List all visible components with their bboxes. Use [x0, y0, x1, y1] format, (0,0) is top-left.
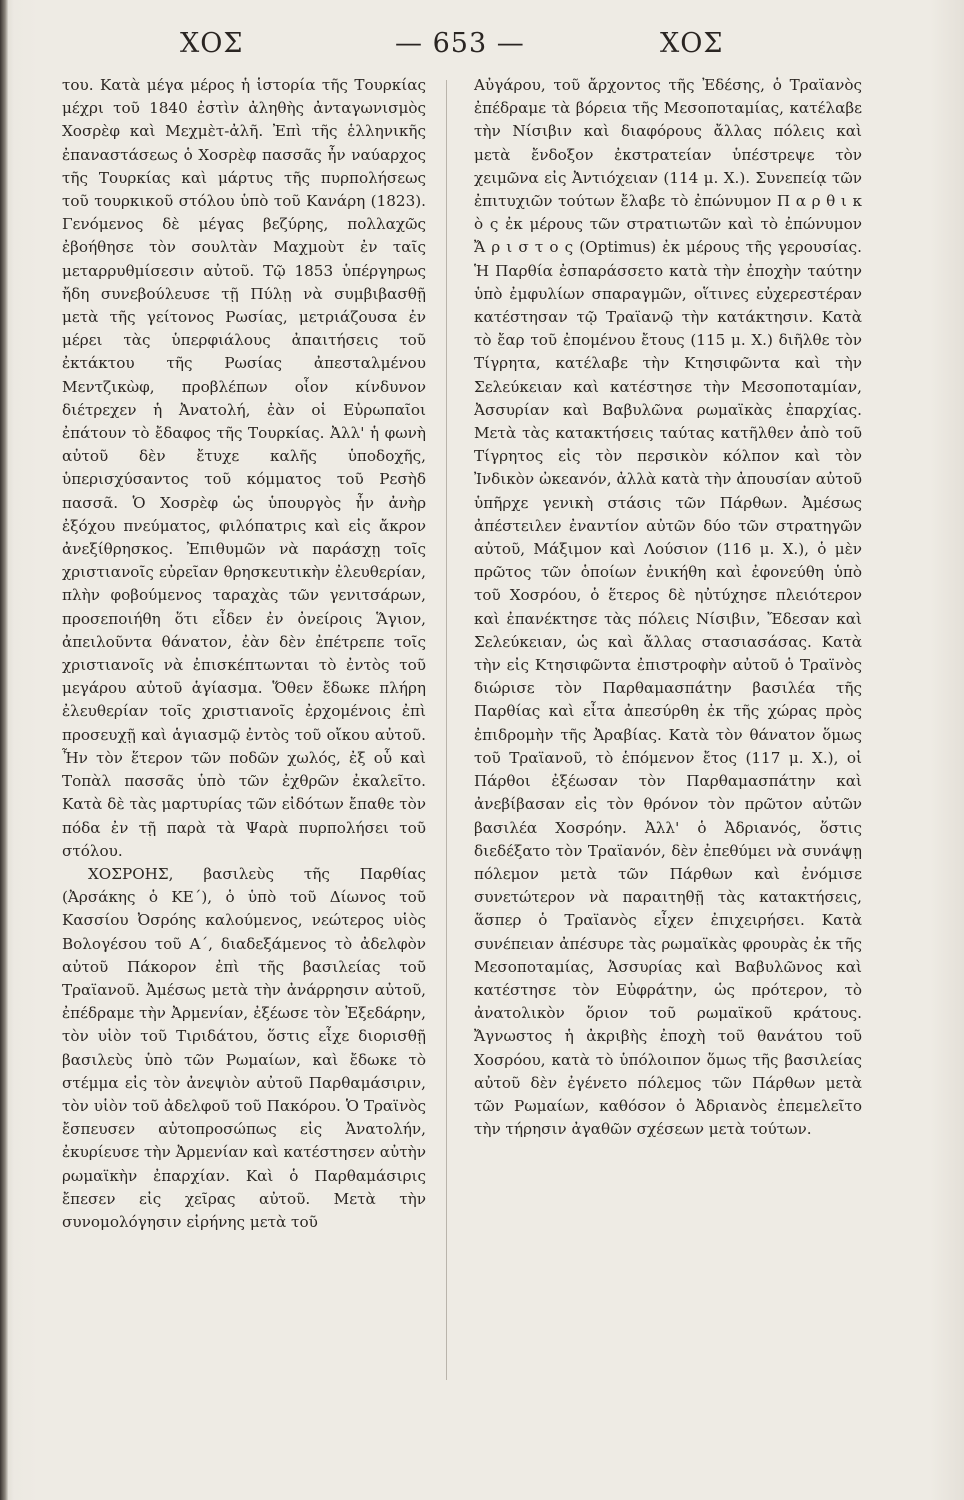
- column-divider: [446, 80, 447, 1380]
- entry-chosroes-paragraph: ΧΟΣΡΟΗΣ, βασιλεὺς τῆς Παρθίας (Ἀρσάκης ὁ ΚΕ΄), ὁ ὑπὸ τοῦ Δίωνος τοῦ Κασσίου Ὀσρόης καλούμενος, νεώτερος υἱὸς Βολογέσου τοῦ Α΄, διαδεξάμενος τὸ ἀδελφὸν αὐτοῦ Πάκορον ἐπὶ τῆς βασιλείας τοῦ Τραϊανοῦ. Ἀμέσως μετὰ τὴν ἀνάρρησιν αὐτοῦ, ἐπέδραμε τὴν Ἀρμενίαν, ἐξέωσε τὸν Ἐξεδάρην, τὸν υἱὸν τοῦ Τιριδάτου, ὅστις εἶχε διορισθῇ βασιλεὺς ὑπὸ τῶν Ρωμαίων, καὶ ἔδωκε τὸ στέμμα εἰς τὸν ἀνεψιὸν αὐτοῦ Παρθαμάσιριν, τὸν υἱὸν τοῦ ἀδελφοῦ τοῦ Πακόρου. Ὁ Τραϊνὸς ἔσπευσεν αὐτοπροσώπως εἰς Ἀνατολήν, ἐκυρίευσε τὴν Ἀρμενίαν καὶ κατέστησεν αὐτὴν ρωμαϊκὴν ἐπαρχίαν. Καὶ ὁ Παρθαμάσιρις ἔπεσεν εἰς χεῖρας αὐτοῦ. Μετὰ τὴν συνομολόγησιν εἰρήνης μετὰ τοῦ: [62, 864, 426, 1231]
- entry-chosroes-continuation: Αὐγάρου, τοῦ ἄρχοντος τῆς Ἐδέσης, ὁ Τραϊανὸς ἐπέδραμε τὰ βόρεια τῆς Μεσοποταμίας, κατέλαβε τὴν Νίσιβιν καὶ διαφόρους ἄλλας πόλεις καὶ μετὰ ἔνδοξον ἐκστρατείαν ὑπέστρεψε τὸν χειμῶνα εἰς Ἀντιόχειαν (114 μ. Χ.). Συνεπείᾳ τῶν ἐπιτυχιῶν τούτων ἔλαβε τὸ ἐπώνυμον Π α ρ θ ι κ ὸ ς ἐκ μέρους τῶν στρατιωτῶν καὶ τὸ ἐπώνυμον Ἄ ρ ι σ τ ο ς (Optimus) ἐκ μέρους τῆς γερουσίας. Ἡ Παρθία ἐσπαράσσετο κατὰ τὴν ἐποχὴν ταύτην ὑπὸ ἐμφυλίων σπαραγμῶν, οἵτινες εὐχερεστέραν κατέστησαν τῷ Τραϊανῷ τὴν κατάκτησιν. Κατὰ τὸ ἔαρ τοῦ ἐπομένου ἔτους (115 μ. Χ.) διῆλθε τὸν Τίγρητα, κατέλαβε τὴν Κτησιφῶντα καὶ τὴν Σελεύκειαν καὶ κατέστησε τὴν Μεσοποταμίαν, Ἀσσυρίαν καὶ Βαβυλῶνα ρωμαϊκὰς ἐπαρχίας. Μετὰ τὰς κατακτήσεις ταύτας κατῆλθεν ἀπὸ τοῦ Τίγρητος εἰς τὸν περσικὸν κόλπον καὶ τὸν Ἰνδικὸν ὠκεανόν, ἀλλὰ κατὰ τὴν ἀπουσίαν αὐτοῦ ὑπῆρχε γενικὴ στάσις τῶν Πάρθων. Ἀμέσως ἀπέστειλεν ἐναντίον αὐτῶν δύο τῶν στρατηγῶν αὐτοῦ, Μάξιμον καὶ Λούσιον (116 μ. Χ.), ὁ μὲν πρῶτος τῶν ὁποίων ἐνικήθη καὶ ἐφονεύθη ὑπὸ τοῦ Χοσρόου, ὁ ἕτερος δὲ ηὐτύχησε πλειότερον καὶ ἐπανέκτησε τὰς πόλεις Νίσιβιν, Ἔδεσαν καὶ Σελεύκειαν, ὡς καὶ ἄλλας στασιασάσας. Κατὰ τὴν εἰς Κτησιφῶντα ἐπιστροφὴν αὐτοῦ ὁ Τραϊνὸς διώρισε τὸν Παρθαμασπάτην βασιλέα τῆς Παρθίας καὶ εἶτα ἀπεσύρθη ἐκ τῆς χώρας πρὸς ἐπιδρομὴν τῆς Ἀραβίας. Κατὰ τὸν θάνατον ὅμως τοῦ Τραϊανοῦ, τὸ ἑπόμενον ἔτος (117 μ. Χ.), οἱ Πάρθοι ἐξέωσαν τὸν Παρθαμασπάτην καὶ ἀνεβίβασαν εἰς τὸν θρόνον τὸν πρῶτον αὐτῶν βασιλέα Χοσρόην. Ἀλλ' ὁ Ἀδριανός, ὅστις διεδέξατο τὸν Τραϊανόν, δὲν ἐπεθύμει νὰ συνάψῃ πόλεμον μετὰ τῶν Πάρθων καὶ ἐνόμισε συνετώτερον νὰ παραιτηθῇ τὰς κατακτήσεις, ἅσπερ ὁ Τραϊανὸς εἶχεν ἐπιχειρήσει. Κατὰ συνέπειαν ἀπέσυρε τὰς ρωμαϊκὰς φρουρὰς ἐκ τῆς Μεσοποταμίας, Ἀσσυρίας καὶ Βαβυλῶνος καὶ κατέστησε τὸν Εὐφράτην, ὡς πρότερον, τὸ ἀνατολικὸν ὅριον τοῦ ρωμαϊκοῦ κράτους. Ἄγνωστος ἡ ἀκριβὴς ἐποχὴ τοῦ θανάτου τοῦ Χοσρόου, κατὰ τὸ ὑπόλοιπον ὅμως τῆς βασιλείας αὐτοῦ δὲν ἐγένετο πόλεμος τῶν Πάρθων μετὰ τῶν Ρωμαίων, καθόσον ὁ Ἀδριανὸς ἐπεμελεῖτο τὴν τήρησιν ἀγαθῶν σχέσεων μετὰ τούτων.: [474, 76, 862, 1139]
- header-left-guideword: ΧΟΣ: [180, 28, 244, 59]
- right-column: [474, 74, 862, 1141]
- header-right-guideword: ΧΟΣ: [660, 28, 724, 59]
- entry-continuation-paragraph: του. Κατὰ μέγα μέρος ἡ ἱστορία τῆς Τουρκίας μέχρι τοῦ 1840 ἐστὶν ἀληθὴς ἀνταγωνισμὸς Χοσρὲφ καὶ Μεχμὲτ-ἀλῆ. Ἐπὶ τῆς ἑλληνικῆς ἐπαναστάσεως ὁ Χοσρὲφ πασσᾶς ἦν ναύαρχος τῆς Τουρκίας καὶ μάρτυς τῆς πυρπολήσεως τοῦ τουρκικοῦ στόλου ὑπὸ τοῦ Κανάρη (1823). Γενόμενος δὲ μέγας βεζύρης, πολλαχῶς ἐβοήθησε τὸν σουλτὰν Μαχμοὺτ ἐν ταῖς μεταρρυθμίσεσιν αὐτοῦ. Τῷ 1853 ὑπέργηρως ἤδη συνεβούλευσε τῇ Πύλῃ νὰ συμβιβασθῇ μετὰ τῆς γείτονος Ρωσίας, μετριάζουσα ἐν μέρει τὰς ὑπερφιάλους ἀπαιτήσεις τοῦ ἐκτάκτου τῆς Ρωσίας ἀπεσταλμένου Μεντζικὼφ, προβλέπων οἷον κίνδυνον διέτρεχεν ἡ Ἀνατολή, ἐὰν οἱ Εὐρωπαῖοι ἐπάτουν τὸ ἔδαφος τῆς Τουρκίας. Ἀλλ' ἡ φωνὴ αὐτοῦ δὲν ἔτυχε καλῆς ὑποδοχῆς, ὑπερισχύσαντος τοῦ κόμματος τοῦ Ρεσὴδ πασσᾶ. Ὁ Χοσρὲφ ὡς ὑπουργὸς ἦν ἀνὴρ ἐξόχου πνεύματος, φιλόπατρις καὶ εἰς ἄκρον ἀνεξίθρησκος. Ἐπιθυμῶν νὰ παράσχῃ τοῖς χριστιανοῖς εὐρεῖαν θρησκευτικὴν ἐλευθερίαν, πλὴν φοβούμενος ταραχὰς τῶν γενιτσάρων, προσεποιήθη ὅτι εἶδεν ἐν ὀνείροις Ἅγιον, ἀπειλοῦντα θάνατον, ἐὰν δὲν ἐπέτρεπε τοῖς χριστιανοῖς νὰ ἐπισκέπτωνται τὸ ἐντὸς τοῦ μεγάρου αὐτοῦ ἁγίασμα. Ὅθεν ἔδωκε πλήρη ἐλευθερίαν τοῖς χριστιανοῖς ἐρχομένοις ἐπὶ προσευχῇ καὶ ἁγιασμῷ ἐντὸς τοῦ οἴκου αὐτοῦ. Ἦν τὸν ἕτερον τῶν ποδῶν χωλός, ἐξ οὗ καὶ Τοπὰλ πασσᾶς ὑπὸ τῶν ἐχθρῶν ἐκαλεῖτο. Κατὰ δὲ τὰς μαρτυρίας τῶν εἰδότων ἔπαθε τὸν πόδα ἐν τῇ παρὰ τὰ Ψαρὰ πυρπολήσει τοῦ στόλου.: [62, 76, 426, 860]
- book-spine-shadow: [0, 0, 8, 1500]
- left-column: [62, 74, 426, 1234]
- running-header: [60, 28, 920, 72]
- page-number: — 653 —: [395, 28, 525, 59]
